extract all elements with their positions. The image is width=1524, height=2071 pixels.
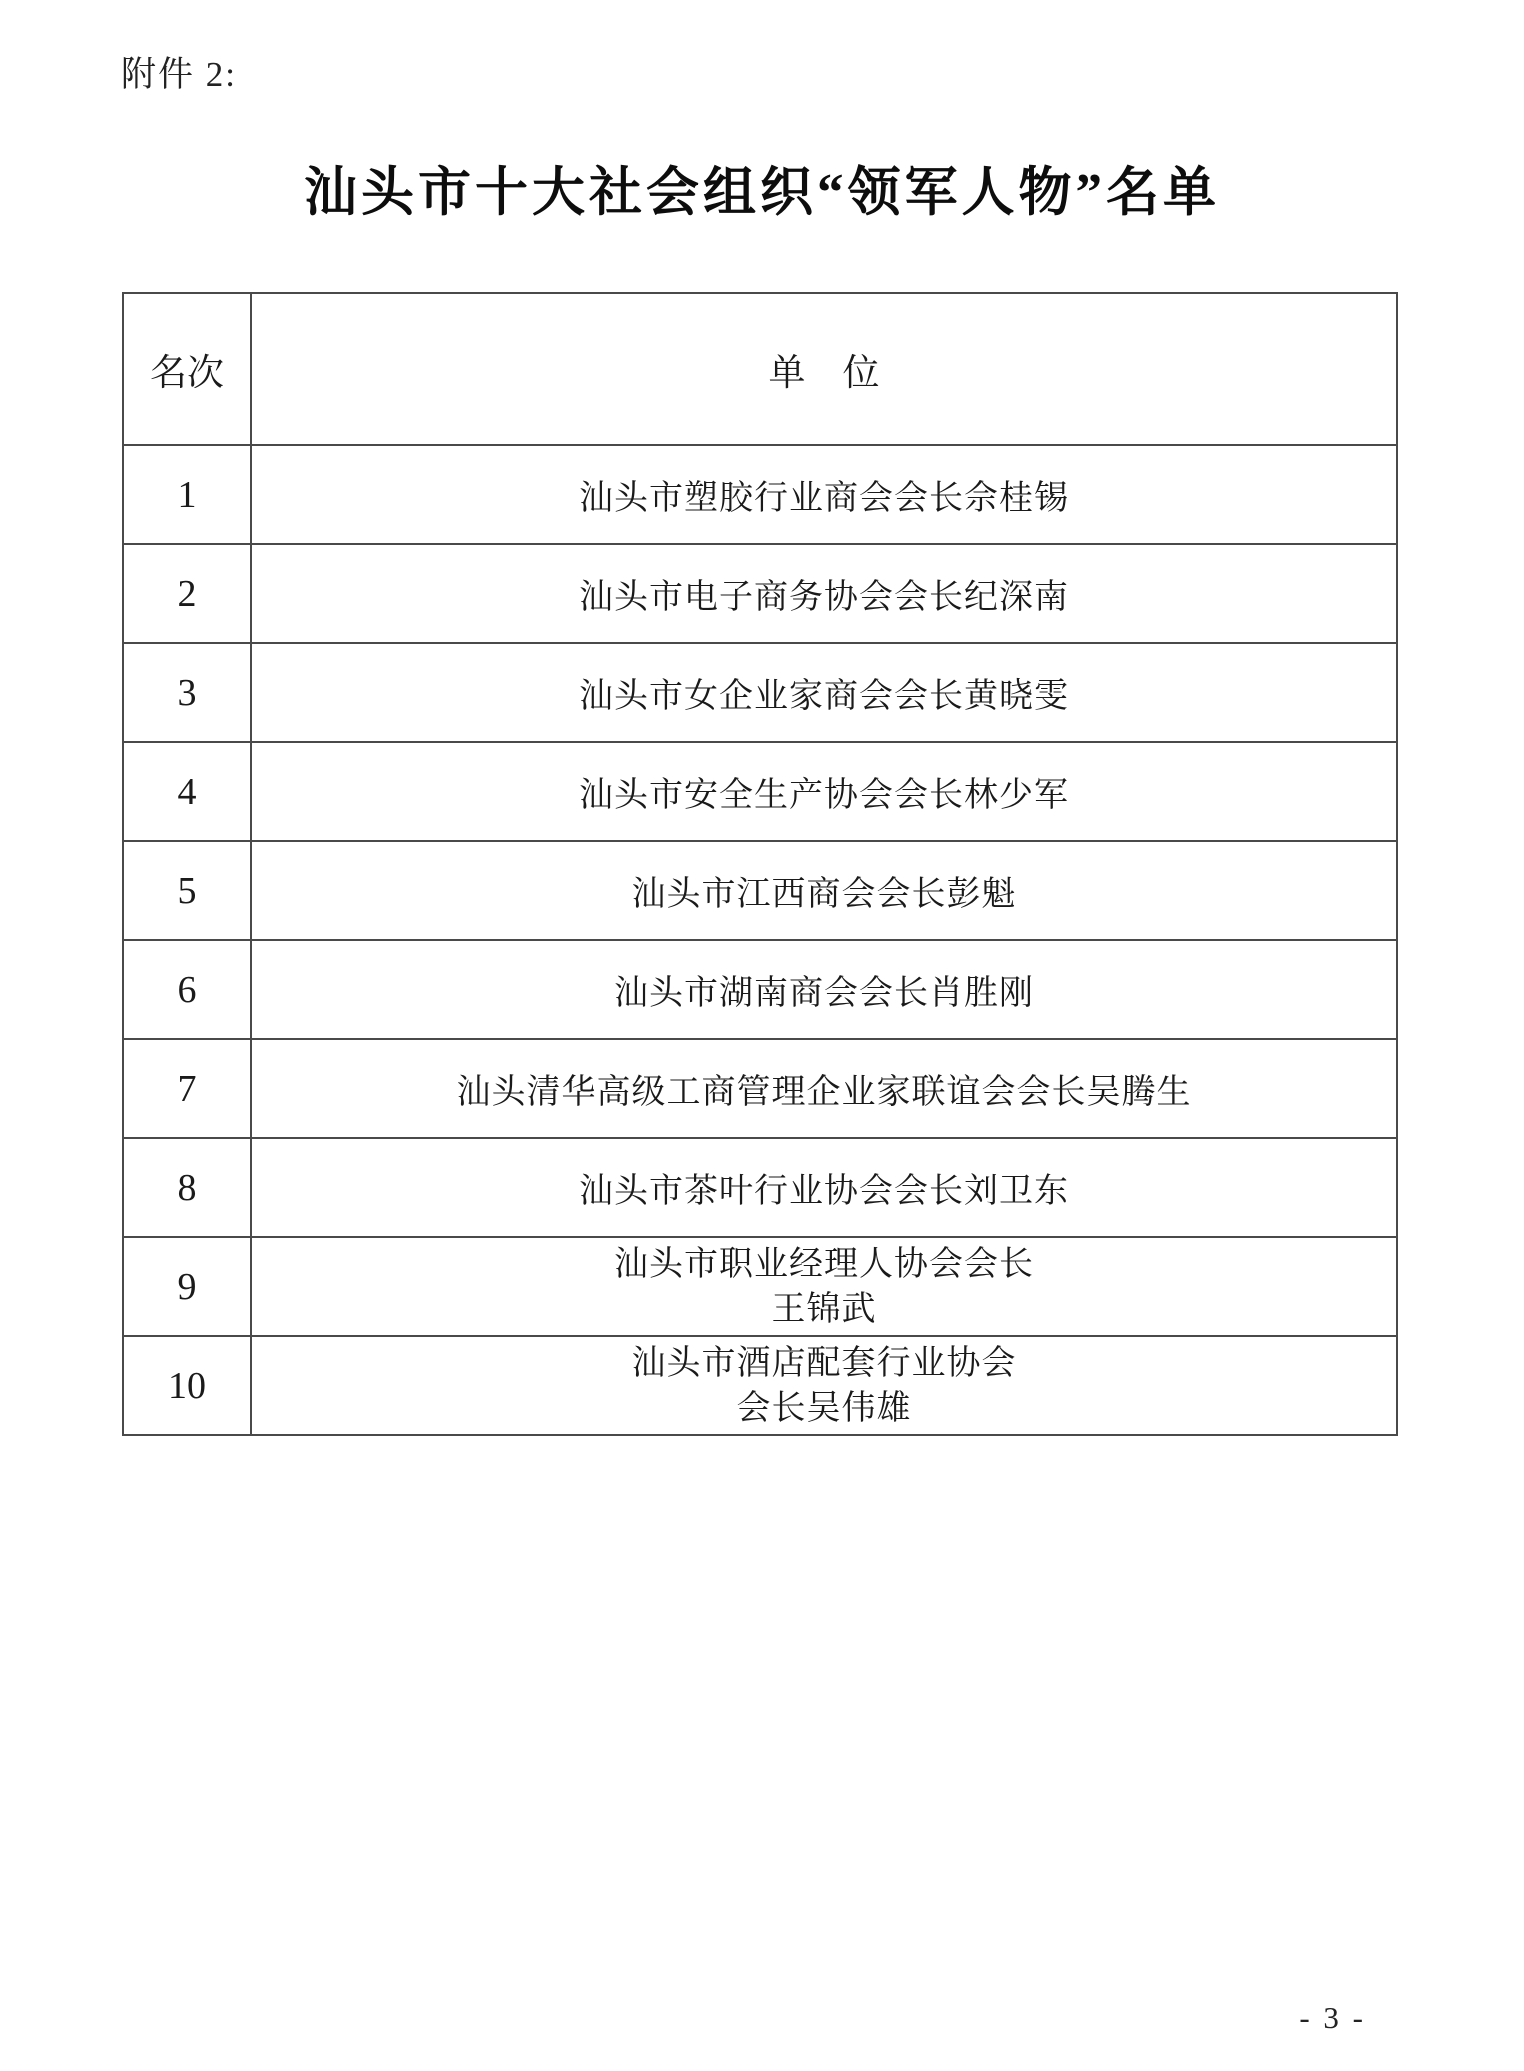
rank-cell: 2 bbox=[123, 544, 251, 643]
rank-column-header: 名次 bbox=[123, 293, 251, 445]
table-row bbox=[123, 841, 1397, 940]
rank-cell: 1 bbox=[123, 445, 251, 544]
table-row bbox=[123, 544, 1397, 643]
table-row bbox=[123, 742, 1397, 841]
table-row bbox=[123, 940, 1397, 1039]
unit-line-2: 会长吴伟雄 bbox=[736, 1389, 912, 1427]
unit-cell: 汕头市女企业家商会会长黄晓雯 bbox=[251, 643, 1397, 742]
rank-cell: 6 bbox=[123, 940, 251, 1039]
rank-cell: 7 bbox=[123, 1039, 251, 1138]
rank-cell: 3 bbox=[123, 643, 251, 742]
unit-cell: 汕头市茶叶行业协会会长刘卫东 bbox=[251, 1138, 1397, 1237]
unit-cell: 汕头市塑胶行业商会会长佘桂锡 bbox=[251, 445, 1397, 544]
rank-cell: 9 bbox=[123, 1237, 251, 1336]
table-row bbox=[123, 445, 1397, 544]
table-row bbox=[123, 1039, 1397, 1138]
unit-line-1: 汕头市职业经理人协会会长 bbox=[614, 1245, 1034, 1283]
attachment-label: 附件 2: bbox=[121, 55, 237, 94]
rank-cell: 4 bbox=[123, 742, 251, 841]
unit-cell: 汕头清华高级工商管理企业家联谊会会长吴腾生 bbox=[251, 1039, 1397, 1138]
unit-line-1: 汕头市酒店配套行业协会 bbox=[631, 1344, 1017, 1382]
unit-cell: 汕头市江西商会会长彭魁 bbox=[251, 841, 1397, 940]
unit-cell bbox=[251, 1237, 1397, 1336]
unit-cell bbox=[251, 1336, 1397, 1435]
table-row bbox=[123, 643, 1397, 742]
page-title: 汕头市十大社会组织“领军人物”名单 bbox=[304, 164, 1220, 222]
unit-column-header: 单 位 bbox=[251, 293, 1397, 445]
page-number: - 3 - bbox=[1299, 2000, 1366, 2035]
table-row bbox=[123, 1237, 1397, 1336]
rank-cell: 10 bbox=[123, 1336, 251, 1435]
unit-line-2: 王锦武 bbox=[771, 1290, 877, 1328]
leaders-table bbox=[122, 292, 1398, 1436]
unit-cell: 汕头市湖南商会会长肖胜刚 bbox=[251, 940, 1397, 1039]
table-row bbox=[123, 1336, 1397, 1435]
unit-cell: 汕头市安全生产协会会长林少军 bbox=[251, 742, 1397, 841]
table-row bbox=[123, 1138, 1397, 1237]
rank-cell: 5 bbox=[123, 841, 251, 940]
unit-cell: 汕头市电子商务协会会长纪深南 bbox=[251, 544, 1397, 643]
rank-cell: 8 bbox=[123, 1138, 251, 1237]
table-header-row bbox=[123, 293, 1397, 445]
